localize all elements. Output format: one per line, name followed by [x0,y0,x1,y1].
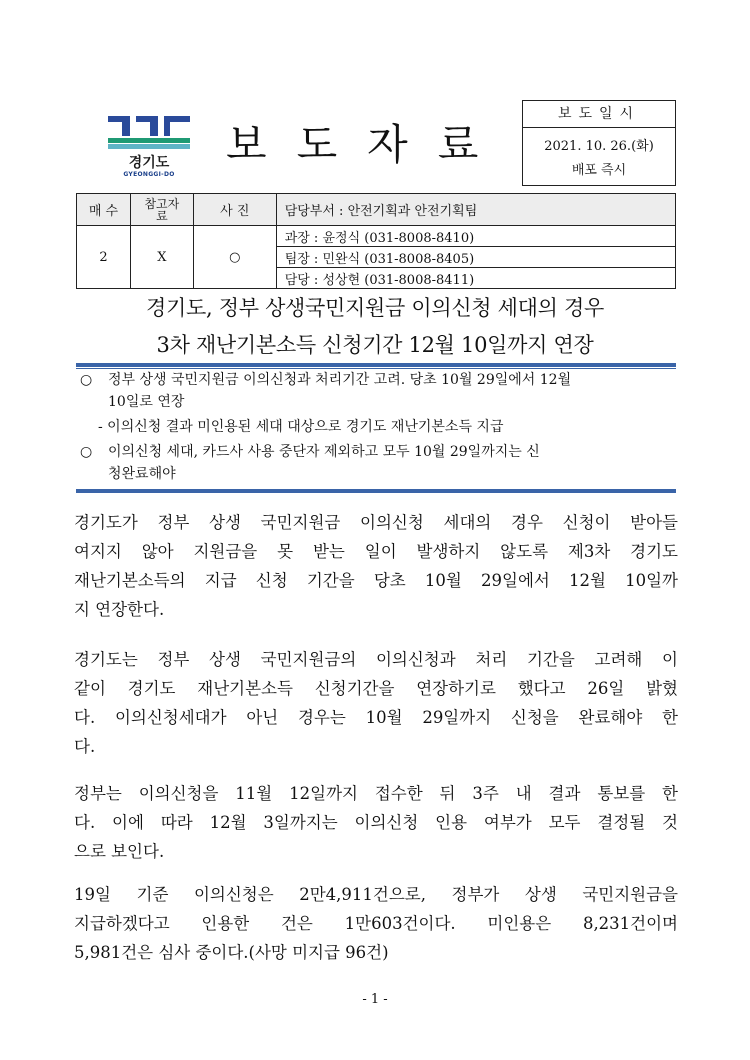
summary-bullet-1-line-2: 10일로 연장 [108,394,185,410]
summary-bullet-2 [80,442,540,462]
summary-bullet-1-line-1: 정부 상생 국민지원금 이의신청과 처리기간 고려. 당초 10월 29일에서 12월 [108,372,572,388]
photo-value: ○ [193,226,276,289]
body-line: 같이 경기도 재난기본소득 신청기간을 연장하기로 했다고 26일 밝혔 [74,679,678,698]
page-title: 보도자료 [226,120,509,169]
release-date-box [522,100,676,186]
summary-bottom-rule [76,489,676,493]
body-line: 경기도가 정부 상생 국민지원금 이의신청 세대의 경우 신청이 받아들 [74,513,678,532]
body-line: 여지지 않아 지원금을 못 받는 일이 발생하지 않도록 제3차 경기도 [74,542,678,561]
body-paragraph-4 [74,880,678,967]
body-line: 5,981건은 심사 중이다.(사망 미지급 96건) [74,943,389,962]
circle-bullet-icon: ○ [80,444,93,460]
summary-bullet-2-line-2: 청완료해야 [108,466,176,482]
summary-sub-item: - 이의신청 결과 미인용된 세대 대상으로 경기도 재난기본소득 지급 [98,419,504,435]
contact-staff: 담당 : 성상현 (031-8008-8411) [276,268,675,289]
contact-team-lead: 팀장 : 민완식 (031-8008-8405) [276,247,675,268]
summary-top-rule-thin [76,368,676,369]
release-header: 보도일시 [523,101,675,128]
body-line: 정부는 이의신청을 11월 12일까지 접수한 뒤 3주 내 결과 통보를 한 [74,784,678,803]
body-line: 경기도는 정부 상생 국민지원금의 이의신청과 처리 기간을 고려해 이 [74,650,678,669]
body-paragraph-3 [74,779,678,866]
release-note: 배포 즉시 [571,163,627,178]
info-row [77,226,676,247]
photo-header: 사 진 [193,194,276,226]
ref-header: 참고자료 [130,194,193,226]
info-header-row [77,194,676,226]
logo-name: 경기도 [128,155,170,171]
body-line: 다. [74,737,96,756]
body-line: 지급하겠다고 인용한 건은 1만603건이다. 미인용은 8,231건이며 [74,914,678,933]
contact-manager: 과장 : 윤정식 (031-8008-8410) [276,226,675,247]
body-paragraph-1 [74,508,678,624]
summary-bullet-1 [80,370,571,390]
pages-value: 2 [77,226,131,289]
headline-line-2: 3차 재난기본소득 신청기간 12월 10일까지 연장 [156,333,594,357]
body-line: 다. 이의신청세대가 아닌 경우는 10월 29일까지 신청을 완료해야 한 [74,708,678,727]
summary-bullet-2-line-1: 이의신청 세대, 카드사 사용 중단자 제외하고 모두 10월 29일까지는 신 [108,444,540,460]
logo-subtitle: GYEONGGI-DO [123,171,175,178]
gyeonggi-logo [108,116,190,186]
summary-top-rule [76,363,676,367]
headline-line-1: 경기도, 정부 상생국민지원금 이의신청 세대의 경우 [146,296,604,320]
body-line: 재난기본소득의 지급 신청 기간을 당초 10월 29일에서 12월 10일까 [74,571,678,590]
body-paragraph-2 [74,645,678,761]
dept-header: 담당부서 : 안전기획과 안전기획팀 [276,194,675,226]
page-number: - 1 - [362,992,388,1007]
ref-value: X [130,226,193,289]
pages-header: 매 수 [77,194,131,226]
body-line: 으로 보인다. [74,842,165,861]
release-date: 2021. 10. 26.(화) [544,139,654,154]
logo-mark-icon [108,116,190,150]
body-line: 19일 기준 이의신청은 2만4,911건으로, 정부가 상생 국민지원금을 [74,885,678,904]
body-line: 지 연장한다. [74,600,165,619]
circle-bullet-icon: ○ [80,372,93,388]
info-table [76,193,676,289]
body-line: 다. 이에 따라 12월 3일까지는 이의신청 인용 여부가 모두 결정될 것 [74,813,678,832]
